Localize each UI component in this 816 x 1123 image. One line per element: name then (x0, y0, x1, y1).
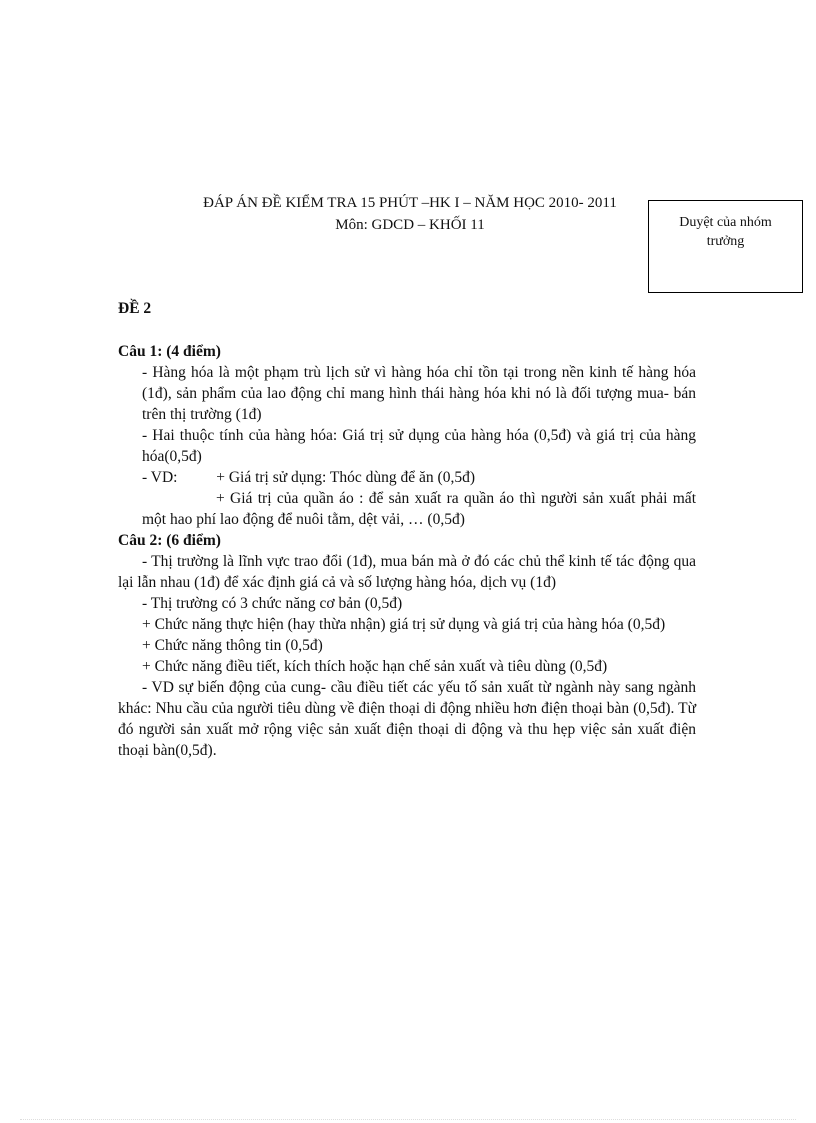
question-1-answers (118, 362, 696, 530)
question-2-paragraph: + Chức năng thực hiện (hay thừa nhận) giá trị sử dụng và giá trị của hàng hóa (0,5đ) (142, 616, 666, 633)
question-1-title: Câu 1: (4 điểm) (118, 343, 221, 360)
question-1 (118, 341, 696, 530)
approval-box-text: Duyệt của nhóm trưởng (679, 215, 772, 249)
approval-box (648, 200, 803, 293)
document-header (160, 192, 660, 236)
question-1-paragraph: + Giá trị của quần áo : để sản xuất ra quần áo thì người sản xuất phải mất một hao phí lao động để nuôi tằm, dệt vải, … (0,5đ) (142, 490, 696, 528)
question-2-paragraph: + Chức năng điều tiết, kích thích hoặc hạn chế sản xuất và tiêu dùng (0,5đ) (142, 658, 608, 675)
question-2-paragraph: - VD sự biến động của cung- cầu điều tiết các yếu tố sản xuất từ ngành này sang ngành khác: Nhu cầu của người tiêu dùng về điện thoại di động nhiều hơn điện thoại bàn (0,5đ). Từ đó người sản xuất mở rộng việc sản xuất điện thoại di động và thu hẹp việc sản xuất điện thoại bàn(0,5đ). (118, 679, 696, 759)
document-subject: Môn: GDCD – KHỐI 11 (335, 217, 485, 233)
question-2-paragraph: - Thị trường là lĩnh vực trao đổi (1đ), mua bán mà ở đó các chủ thể kinh tế tác động qua lại lẫn nhau (1đ) để xác định giá cả và số lượng hàng hóa, dịch vụ (1đ) (118, 553, 696, 591)
question-2-paragraph: - Thị trường có 3 chức năng cơ bản (0,5đ) (142, 595, 403, 612)
question-1-paragraph: - Hai thuộc tính của hàng hóa: Giá trị sử dụng của hàng hóa (0,5đ) và giá trị của hàng hóa(0,5đ) (142, 427, 696, 465)
question-1-example: - VD: + Giá trị sử dụng: Thóc dùng để ăn (0,5đ) (142, 469, 475, 486)
document-body (118, 298, 696, 761)
question-2 (118, 530, 696, 761)
page-bottom-rule (20, 1119, 796, 1120)
document-title: ĐÁP ÁN ĐỀ KIỂM TRA 15 PHÚT –HK I – NĂM HỌC 2010- 2011 (203, 195, 617, 211)
question-2-paragraph: + Chức năng thông tin (0,5đ) (142, 637, 323, 654)
question-1-paragraph: - Hàng hóa là một phạm trù lịch sử vì hàng hóa chỉ tồn tại trong nền kinh tế hàng hóa (1đ), sản phẩm của lao động chỉ mang hình thái hàng hóa khi nó là đối tượng mua- bán trên thị trường (1đ) (142, 364, 696, 423)
question-2-title: Câu 2: (6 điểm) (118, 532, 221, 549)
exam-code: ĐỀ 2 (118, 300, 152, 317)
